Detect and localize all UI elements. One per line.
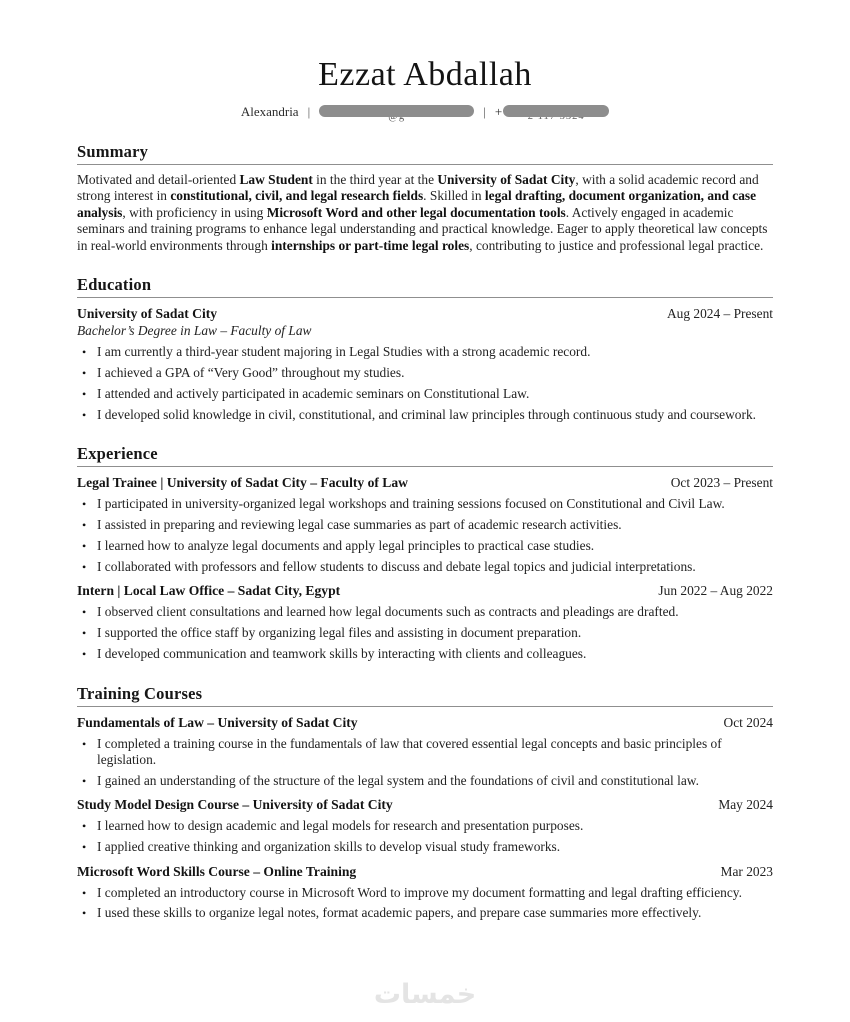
entry-header xyxy=(77,715,773,731)
bullet-marker: • xyxy=(82,840,87,855)
list-item xyxy=(82,386,773,402)
entry-subtitle: Bachelor’s Degree in Law – Faculty of Law xyxy=(77,323,312,339)
entry-header xyxy=(77,797,773,813)
text-segment: , with a solid academic record and strong interest in xyxy=(77,172,759,204)
bullet-marker: • xyxy=(82,518,87,533)
bullet-text: I collaborated with professors and fellow students to discuss and debate legal topics and judicial interpretations. xyxy=(97,558,696,574)
list-item xyxy=(82,538,773,554)
text-segment-bold: Microsoft Word and other legal documentation tools xyxy=(266,204,566,220)
list-item xyxy=(82,365,773,381)
bullet-marker: • xyxy=(82,626,87,641)
training-entry xyxy=(77,864,773,922)
entry-date: May 2024 xyxy=(718,797,773,813)
contact-line xyxy=(77,103,773,121)
bullet-text: I gained an understanding of the structure of the legal system and the foundations of civil and constitutional law. xyxy=(97,772,699,788)
candidate-name: Ezzat Abdallah xyxy=(318,56,532,93)
entry-header xyxy=(77,306,773,322)
entry-date: Mar 2023 xyxy=(720,863,773,879)
bullet-text: I developed communication and teamwork skills by interacting with clients and colleagues. xyxy=(97,646,587,662)
list-item xyxy=(82,736,773,769)
bullet-text: I participated in university-organized legal workshops and training sessions focused on Constitutional and Civil Law. xyxy=(97,496,725,512)
entry-date: Oct 2024 xyxy=(723,714,773,730)
list-item xyxy=(82,773,773,789)
experience-entry xyxy=(77,583,773,662)
contact-separator: | xyxy=(483,104,486,119)
list-item xyxy=(82,407,773,423)
bullet-marker: • xyxy=(82,773,87,788)
section-education xyxy=(77,275,773,423)
email-redaction xyxy=(319,104,474,120)
bullet-list xyxy=(77,818,773,855)
bullet-marker: • xyxy=(82,365,87,380)
entry-header xyxy=(77,864,773,880)
entry-title: Study Model Design Course – University of Sadat City xyxy=(77,797,393,813)
training-entry xyxy=(77,797,773,855)
email-redaction-bar xyxy=(319,105,474,117)
bullet-text: I observed client consultations and learned how legal documents such as contracts and pleadings are drafted. xyxy=(97,604,679,620)
entry-title: Legal Trainee | University of Sadat City – Faculty of Law xyxy=(77,475,408,491)
phone-prefix: + xyxy=(494,104,503,119)
bullet-marker: • xyxy=(82,559,87,574)
text-segment: . Actively engaged in academic seminars and training programs to enhance legal understanding and practical knowledge. Eager to apply theoretical law concepts in real-world environments through xyxy=(77,204,768,253)
text-segment: , contributing to justice and professional legal practice. xyxy=(469,237,764,253)
contact-location: Alexandria xyxy=(240,104,299,119)
list-item xyxy=(82,818,773,834)
section-divider xyxy=(77,297,773,298)
entry-title: Microsoft Word Skills Course – Online Training xyxy=(77,863,357,879)
bullet-text: I applied creative thinking and organization skills to develop visual study frameworks. xyxy=(97,839,561,855)
bullet-marker: • xyxy=(82,538,87,553)
list-item xyxy=(82,625,773,641)
entry-header xyxy=(77,475,773,491)
bullet-text: I used these skills to organize legal notes, format academic papers, and prepare case summaries more effectively. xyxy=(97,905,702,921)
bullet-marker: • xyxy=(82,605,87,620)
bullet-text: I learned how to analyze legal documents and apply legal principles to practical case studies. xyxy=(97,537,595,553)
bullet-text: I learned how to design academic and legal models for research and presentation purposes. xyxy=(97,818,584,834)
text-segment: , with proficiency in using xyxy=(122,204,267,220)
section-divider xyxy=(77,164,773,165)
bullet-text: I completed a training course in the fundamentals of law that covered essential legal concepts and basic principles of legislation. xyxy=(97,735,722,767)
list-item xyxy=(82,905,773,921)
list-item xyxy=(82,344,773,360)
bullet-list xyxy=(77,344,773,423)
list-item xyxy=(82,646,773,662)
training-entry xyxy=(77,715,773,790)
section-training-courses xyxy=(77,684,773,922)
section-experience xyxy=(77,444,773,662)
entry-date: Jun 2022 – Aug 2022 xyxy=(658,583,773,599)
education-entry xyxy=(77,306,773,423)
bullet-marker: • xyxy=(82,885,87,900)
contact-phone xyxy=(495,104,609,120)
bullet-marker: • xyxy=(82,819,87,834)
entry-date: Oct 2023 – Present xyxy=(670,475,773,491)
bullet-text: I developed solid knowledge in civil, constitutional, and criminal law principles through continuous study and coursework. xyxy=(97,406,756,422)
bullet-text: I assisted in preparing and reviewing legal case summaries as part of academic research activities. xyxy=(97,517,622,533)
bullet-marker: • xyxy=(82,647,87,662)
experience-entry xyxy=(77,475,773,575)
bullet-text: I completed an introductory course in Microsoft Word to improve my document formatting and legal drafting efficiency. xyxy=(97,884,742,900)
entry-header xyxy=(77,583,773,599)
text-segment-bold: Law Student xyxy=(239,172,313,187)
phone-redaction xyxy=(503,104,609,120)
section-heading: Education xyxy=(77,275,152,295)
bullet-list xyxy=(77,604,773,662)
list-item xyxy=(82,885,773,901)
section-summary xyxy=(77,142,773,254)
section-heading: Experience xyxy=(77,444,158,464)
list-item xyxy=(82,839,773,855)
text-segment: in the third year at the xyxy=(312,172,438,187)
list-item xyxy=(82,496,773,512)
section-heading: Training Courses xyxy=(77,683,203,703)
text-segment-bold: University of Sadat City xyxy=(437,172,576,187)
summary-paragraph xyxy=(77,172,773,254)
text-segment-bold: internships or part-time legal roles xyxy=(271,237,470,253)
entry-title: Intern | Local Law Office – Sadat City, Egypt xyxy=(77,583,341,599)
bullet-text: I achieved a GPA of “Very Good” throughout my studies. xyxy=(97,364,405,380)
bullet-text: I am currently a third-year student majoring in Legal Studies with a strong academic record. xyxy=(97,344,591,360)
bullet-marker: • xyxy=(82,345,87,360)
bullet-marker: • xyxy=(82,386,87,401)
section-heading: Summary xyxy=(77,142,149,161)
list-item xyxy=(82,517,773,533)
section-divider xyxy=(77,706,773,707)
bullet-marker: • xyxy=(82,906,87,921)
bullet-marker: • xyxy=(82,407,87,422)
entry-date: Aug 2024 – Present xyxy=(666,306,773,322)
section-divider xyxy=(77,466,773,467)
list-item xyxy=(82,559,773,575)
bullet-text: I supported the office staff by organizing legal files and assisting in document preparation. xyxy=(97,625,582,641)
bullet-marker: • xyxy=(82,497,87,512)
text-segment-bold: constitutional, civil, and legal research fields xyxy=(170,188,424,204)
phone-redaction-bar xyxy=(503,105,609,117)
entry-title: University of Sadat City xyxy=(77,306,218,322)
bullet-marker: • xyxy=(82,736,87,751)
bullet-list xyxy=(77,736,773,790)
bullet-text: I attended and actively participated in academic seminars on Constitutional Law. xyxy=(97,385,530,401)
entry-title: Fundamentals of Law – University of Sadat City xyxy=(77,714,358,730)
text-segment: . Skilled in xyxy=(423,188,485,204)
text-segment: Motivated and detail-oriented xyxy=(77,172,240,187)
text-segment-bold: legal drafting, document organization, and case analysis xyxy=(77,188,757,220)
khamsat-watermark: خمسات xyxy=(373,979,477,1010)
contact-separator: | xyxy=(307,104,311,119)
bullet-list xyxy=(77,496,773,575)
list-item xyxy=(82,604,773,620)
bullet-list xyxy=(77,885,773,922)
